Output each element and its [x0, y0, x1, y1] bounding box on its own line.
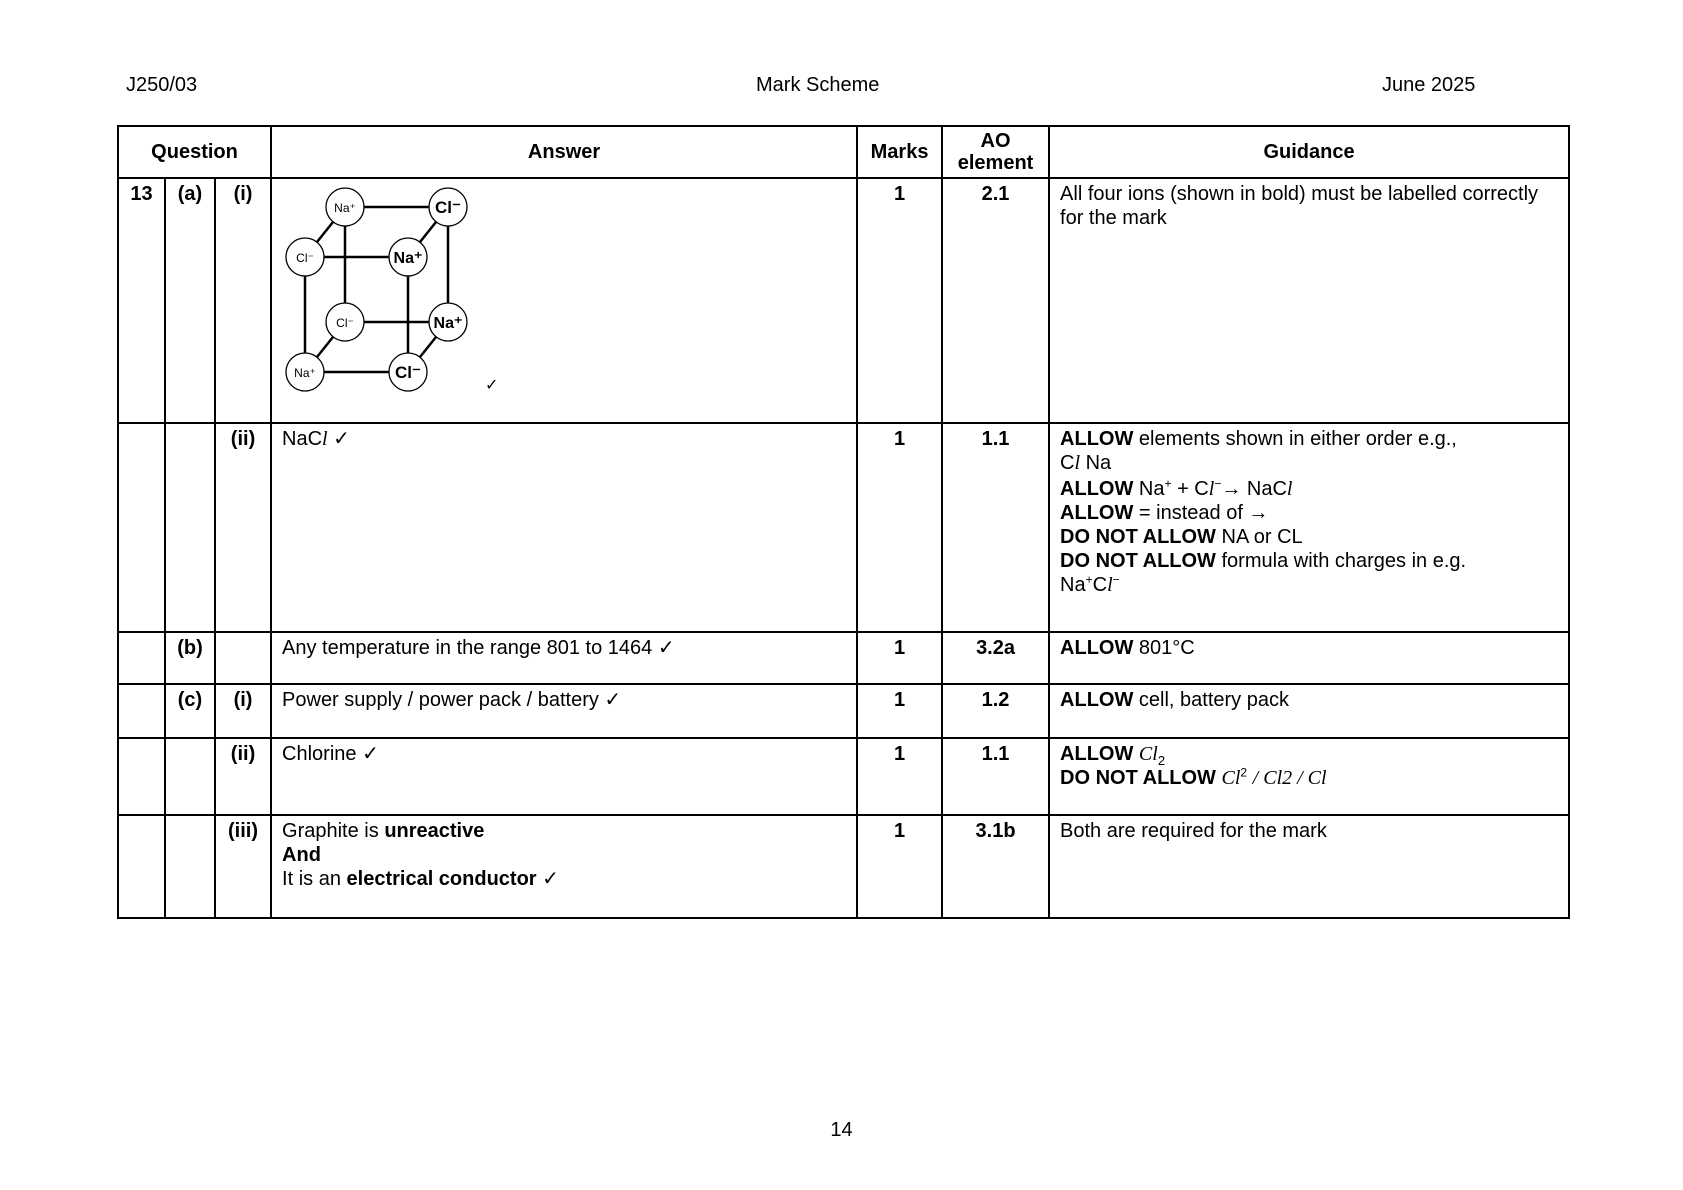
- ao-element: 3.2a: [942, 632, 1049, 684]
- ion-label: Na⁺: [294, 366, 316, 380]
- ao-element: 3.1b: [942, 815, 1049, 918]
- marks: 1: [857, 684, 942, 738]
- question-part: (c): [165, 684, 215, 738]
- guidance: Both are required for the mark: [1049, 815, 1569, 918]
- col-question: Question: [118, 126, 271, 178]
- tick-icon: ✓: [485, 377, 499, 392]
- table-header: [118, 126, 1569, 178]
- doc-code: J250/03: [126, 74, 198, 96]
- question-sub: (i): [215, 684, 271, 738]
- page-number: 14: [830, 1119, 853, 1141]
- ion-label-bold: Na⁺: [393, 250, 423, 267]
- answer-cell: Chlorine ✓: [271, 738, 857, 815]
- ao-element: 1.1: [942, 423, 1049, 632]
- table-row: [118, 738, 1569, 815]
- question-sub: (ii): [215, 423, 271, 632]
- marks: 1: [857, 738, 942, 815]
- doc-date: June 2025: [1382, 74, 1476, 96]
- question-part: (a): [165, 178, 215, 423]
- ion-label-bold: Na⁺: [433, 315, 463, 332]
- ion-label: Na⁺: [334, 201, 356, 215]
- question-sub: (i): [215, 178, 271, 423]
- guidance: ALLOW cell, battery pack: [1049, 684, 1569, 738]
- guidance: All four ions (shown in bold) must be labelled correctly for the mark: [1049, 178, 1569, 423]
- table-row: [118, 684, 1569, 738]
- question-sub: (iii): [215, 815, 271, 918]
- question-number: 13: [118, 178, 165, 423]
- tick-icon: ✓: [333, 428, 350, 450]
- ao-element: 1.2: [942, 684, 1049, 738]
- marks: 1: [857, 423, 942, 632]
- marks: 1: [857, 815, 942, 918]
- tick-icon: ✓: [542, 868, 559, 890]
- table-row: [118, 423, 1569, 632]
- nacl-lattice-diagram: [280, 182, 500, 392]
- table-row: [118, 178, 1569, 423]
- ion-label: Cl⁻: [296, 251, 314, 265]
- ao-element: 2.1: [942, 178, 1049, 423]
- guidance: ALLOW elements shown in either order e.g., Cl Na ALLOW Na+ + Cl−→ NaCl ALLOW = instead of → DO NOT ALLOW NA or CL DO NOT ALLOW formula with charges in e.g. Na+Cl−: [1049, 423, 1569, 632]
- ion-label: Cl⁻: [336, 316, 354, 330]
- question-sub: (ii): [215, 738, 271, 815]
- col-guidance: Guidance: [1049, 126, 1569, 178]
- table-row: [118, 815, 1569, 918]
- answer-cell: Graphite is unreactive And It is an electrical conductor ✓: [271, 815, 857, 918]
- question-part: (b): [165, 632, 215, 684]
- answer-cell: Any temperature in the range 801 to 1464 ✓: [271, 632, 857, 684]
- guidance: ALLOW 801°C: [1049, 632, 1569, 684]
- answer-cell: NaCl ✓: [271, 423, 857, 632]
- marks: 1: [857, 178, 942, 423]
- guidance: ALLOW $Cl_2$ DO NOT ALLOW Cl$^2$ / Cl2 / Cl: [1049, 738, 1569, 815]
- answer-cell: [271, 178, 857, 423]
- mark-scheme-table: [117, 125, 1570, 919]
- ion-label-bold: Cl⁻: [435, 198, 462, 217]
- col-marks: Marks: [857, 126, 942, 178]
- doc-title: Mark Scheme: [756, 74, 880, 96]
- answer-cell: Power supply / power pack / battery ✓: [271, 684, 857, 738]
- col-ao: AO element: [942, 126, 1049, 178]
- marks: 1: [857, 632, 942, 684]
- col-answer: Answer: [271, 126, 857, 178]
- table-row: [118, 632, 1569, 684]
- ao-element: 1.1: [942, 738, 1049, 815]
- ion-label-bold: Cl⁻: [395, 363, 422, 382]
